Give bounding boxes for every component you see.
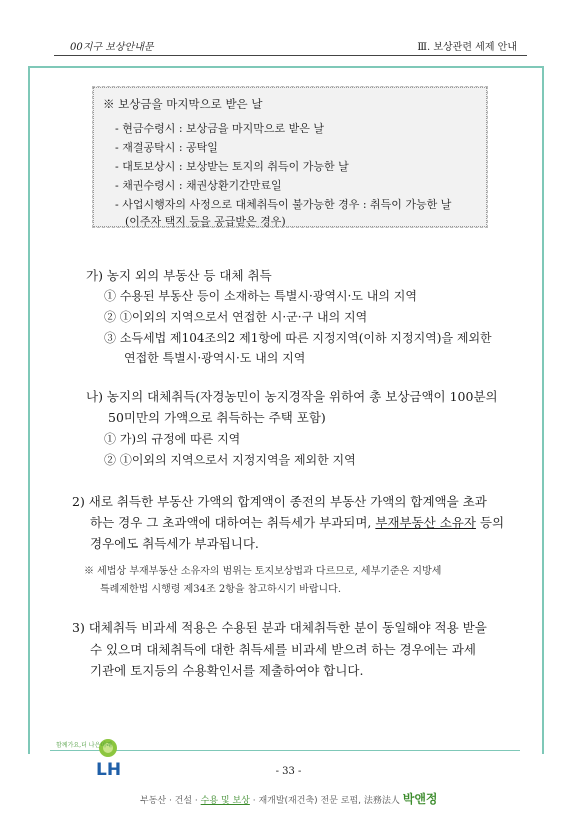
note-item: - 재결공탁시 : 공탁일 (115, 141, 218, 154)
note-item: - 사업시행자의 사정으로 대체취득이 불가능한 경우 : 취득이 가능한 날 (115, 198, 452, 211)
page-number: - 33 - (275, 766, 302, 777)
header-doc-title: 00지구 보상안내문 (70, 42, 154, 53)
note-item: (이주자 택지 등을 공급받은 경우) (125, 215, 286, 228)
para2-line2-text: 하는 경우 그 초과액에 대하여는 취득세가 부과되며, (90, 515, 372, 530)
section-ga-item: 연접한 특별시·광역시·도 내의 지역 (124, 351, 306, 365)
footer-tagline (140, 790, 438, 807)
tagline-part: 부동산 · 건설 · (140, 796, 198, 806)
para3-line2: 수 있으며 대체취득에 대한 취득세를 비과세 받으려 하는 경우에는 과세 (90, 642, 476, 657)
header-section-title: Ⅲ. 보상관련 세제 안내 (417, 42, 517, 53)
para2-line1: 2) 새로 취득한 부동산 가액의 합계액이 종전의 부동산 가액의 합계액을 초과 (72, 494, 487, 509)
para3-line1: 3) 대체취득 비과세 적용은 수용된 분과 대체취득한 분이 동일해야 적용 받을 (72, 620, 487, 635)
section-ga-item: ② ①이외의 지역으로서 연접한 시·군·구 내의 지역 (104, 310, 368, 324)
note2-line2: 특례제한법 시행령 제34조 2항을 참고하시기 바랍니다. (100, 584, 342, 595)
para2-line3: 경우에도 취득세가 부과됩니다. (90, 536, 259, 551)
section-na-line1: 나) 농지의 대체취득(자경농민이 농지경작을 위하여 총 보상금액이 100분의 (86, 389, 498, 404)
header-rule (54, 55, 527, 56)
lh-logo-text: LH (96, 760, 122, 780)
section-ga-item: ③ 소득세법 제104조의2 제1항에 따른 지정지역(이하 지정지역)을 제외한 (104, 331, 492, 345)
section-ga-title: 가) 농지 외의 부동산 등 대체 취득 (86, 268, 272, 283)
section-na-item: ① 가)의 규정에 따른 지역 (104, 432, 241, 446)
note-item: - 대토보상시 : 보상받는 토지의 취득이 가능한 날 (115, 160, 349, 173)
para2-line2-end: 등의 (479, 515, 505, 530)
firm-brand: 박앤정 (402, 792, 438, 806)
tagline-highlight: 수용 및 보상 (200, 796, 250, 806)
para3-line3: 기관에 토지등의 수용확인서를 제출하여야 합니다. (90, 663, 364, 678)
tagline-part: · 재개발(재건축) 전문 로펌, 法務法人 (252, 796, 400, 806)
para2-line2 (90, 513, 504, 531)
para2-underline-term: 부재부동산 소유자 (375, 515, 476, 530)
footer-slogan: 함께가요,더 나은미래 (56, 742, 112, 749)
section-ga-item: ① 수용된 부동산 등이 소재하는 특별시·광역시·도 내의 지역 (104, 289, 417, 303)
note2-line1: ※ 세법상 부재부동산 소유자의 범위는 토지보상법과 다르므로, 세부기준은 지방세 (84, 566, 442, 577)
note-box-title: ※ 보상금을 마지막으로 받은 날 (103, 97, 263, 111)
section-na-item: ② ①이외의 지역으로서 지정지역을 제외한 지역 (104, 453, 356, 467)
note-item: - 현금수령시 : 보상금을 마지막으로 받은 날 (115, 122, 325, 135)
section-na-line2: 50미만의 가액으로 취득하는 주택 포함) (108, 410, 326, 425)
note-item: - 채권수령시 : 채권상환기간만료일 (115, 179, 282, 192)
note-box (92, 86, 488, 228)
